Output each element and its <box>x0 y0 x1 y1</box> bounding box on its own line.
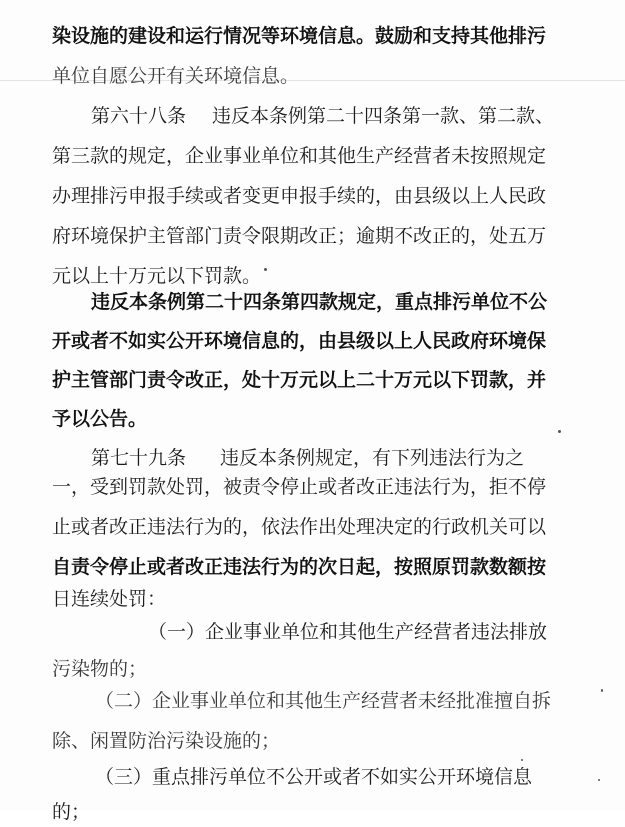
doc-line: 办理排污申报手续或者变更申报手续的，由县级以上人民政 <box>52 185 547 207</box>
article-79-first-line <box>91 443 524 473</box>
doc-line: 违反本条例第二十四条第四款规定，重点排污单位不公 <box>91 291 548 313</box>
doc-line: 一，受到罚款处罚，被责令停止或者改正违法行为，拒不停 <box>52 476 547 498</box>
doc-line: 违反本条例规定，有下列违法行为之 <box>220 447 525 469</box>
article-heading: 第七十九条 <box>91 447 187 469</box>
scan-speck <box>598 779 600 781</box>
list-item-line: 除、闲置防治污染设施的； <box>52 730 281 752</box>
list-item-line: （一）企业事业单位和其他生产经营者违法排放 <box>148 621 548 643</box>
doc-line: 予以公告。 <box>52 408 148 430</box>
scan-speck <box>558 430 561 433</box>
doc-line: 违反本条例第二十四条第一款、第二款、 <box>212 105 555 127</box>
list-item-line: 污染物的； <box>52 658 148 680</box>
doc-line: 单位自愿公开有关环境信息。 <box>52 65 300 87</box>
doc-line: 府环境保护主管部门责令限期改正；逾期不改正的，处五万 <box>52 225 547 247</box>
doc-line: 止或者改正违法行为的，依法作出处理决定的行政机关可以 <box>52 516 547 538</box>
list-item-line: （三）重点排污单位不公开或者不如实公开环境信息 <box>95 766 533 788</box>
doc-line: 元以上十万元以下罚款。 <box>52 265 262 287</box>
scan-speck <box>601 689 603 692</box>
list-item-line: （二）企业事业单位和其他生产经营者未经批准擅自拆 <box>95 690 552 712</box>
doc-line: 自责令停止或者改正违法行为的次日起，按照原罚款数额按 <box>52 556 547 578</box>
article-68-first-line <box>91 101 554 131</box>
scan-speck <box>264 268 267 271</box>
doc-line: 第三款的规定，企业事业单位和其他生产经营者未按照规定 <box>52 145 547 167</box>
list-item-line-cutoff: 的； <box>52 801 91 823</box>
doc-line: 日连续处罚： <box>52 588 167 610</box>
doc-line: 染设施的建设和运行情况等环境信息。鼓励和支持其他排污 <box>52 25 547 47</box>
article-heading: 第六十八条 <box>91 105 187 127</box>
doc-line: 护主管部门责令改正，处十万元以上二十万元以下罚款，并 <box>52 369 547 391</box>
doc-line: 开或者不如实公开环境信息的，由县级以上人民政府环境保 <box>52 330 547 352</box>
scan-speck <box>521 759 523 761</box>
